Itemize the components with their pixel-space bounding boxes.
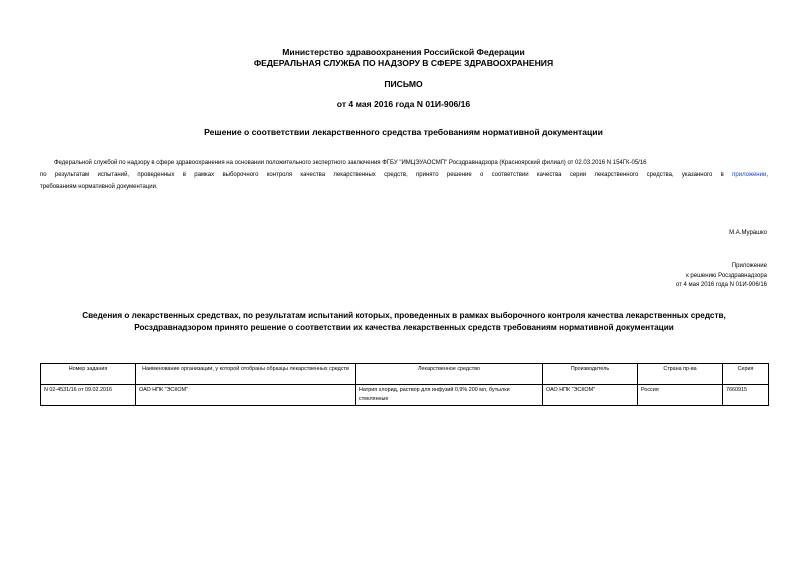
section-title (40, 310, 768, 334)
document-type: ПИСЬМО (384, 79, 423, 89)
appendix-line-3: от 4 мая 2016 года N 01И-906/16 (675, 282, 767, 288)
cell-manufacturer: ОАО НПК "ЭСКОМ" (543, 385, 638, 406)
cell-country: Россия (638, 385, 723, 406)
body-line-2-text: по результатам испытаний, проведенных в рамках выборочного контроля качества лекарственных средств, принято решение о соответствии качества серии лекарственного средства, указанного в (40, 172, 724, 178)
section-title-line-2: Росздравнадзором принято решение о соответствии их качества лекарственных средств требованиям нормативной документации (134, 323, 674, 332)
header-task-number: Номер задания (41, 364, 136, 385)
table-row (41, 385, 769, 406)
appendix-line-2: к решению Росздравнадзора (686, 272, 767, 279)
header-series: Серия (723, 364, 769, 385)
cell-organization: ОАО НПК "ЭСКОМ" (136, 385, 356, 406)
header-organization: Наименование организации, у которой отобраны образцы лекарственных средств (136, 364, 356, 385)
section-title-line-1: Сведения о лекарственных средствах, по результатам испытаний которых, проведенных в рамках выборочного контроля качества лекарственных средств, (82, 311, 726, 320)
body-line-2 (40, 169, 768, 181)
service-name: ФЕДЕРАЛЬНАЯ СЛУЖБА ПО НАДЗОРУ В СФЕРЕ ЗДРАВООХРАНЕНИЯ (253, 58, 554, 68)
header-manufacturer: Производитель (543, 364, 638, 385)
header-country: Страна пр-ва (638, 364, 723, 385)
appendix-block (676, 262, 767, 291)
cell-medicine: Натрия хлорид, раствор для инфузий 0,9% 200 мл, бутылки стеклянные (356, 385, 543, 406)
header-medicine: Лекарственное средство (356, 364, 543, 385)
document-title: Решение о соответствии лекарственного средства требованиям нормативной документации (204, 127, 603, 137)
table-header-row (41, 364, 769, 385)
results-table (40, 363, 769, 406)
appendix-link[interactable]: приложении (732, 172, 767, 178)
body-line-3: требованиям нормативной документации. (40, 184, 158, 190)
document-date-number: от 4 мая 2016 года N 01И-906/16 (336, 99, 471, 109)
cell-task-number: N 02-4531/16 от 09.02.2016 (41, 385, 136, 406)
appendix-line-1: Приложение (731, 263, 767, 269)
body-line-1: Федеральной службой по надзору в сфере здравоохранения на основании положительного экспертного заключения ФГБУ "ИМЦЭУАОСМП" Росздравнадзора (Красноярский филиал) от 02.03.2016 N 154ГК-05/16 (54, 160, 647, 166)
letter-body (40, 157, 768, 193)
signature: М.А.Мурашко (729, 230, 767, 236)
cell-series: 7660915 (723, 385, 769, 406)
body-line-2-comma: , (766, 172, 768, 178)
ministry-name: Министерство здравоохранения Российской Федерации (282, 47, 525, 57)
